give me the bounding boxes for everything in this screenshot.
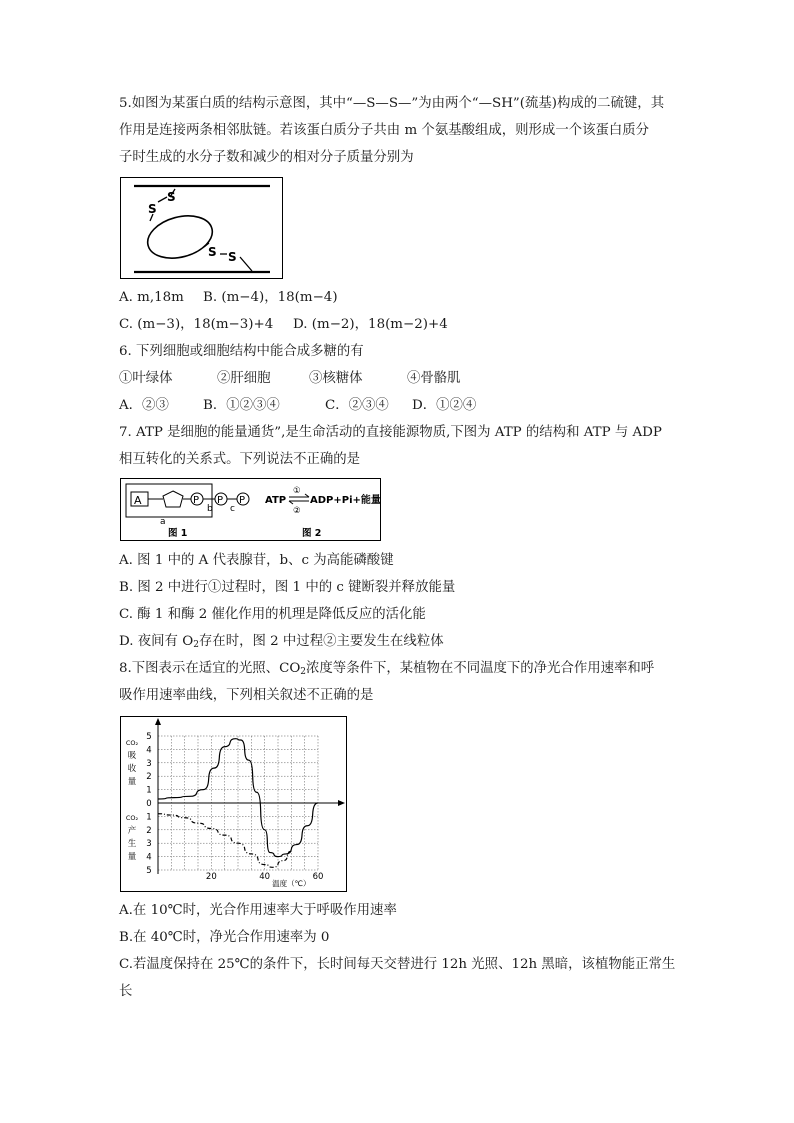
y-tick-label: 5	[146, 866, 152, 876]
q6-stem: 6. 下列细胞或细胞结构中能合成多糖的有	[119, 344, 364, 359]
q7-bracket-a-label: a	[160, 517, 166, 527]
q7-fig1-caption: 图 1	[168, 528, 188, 539]
y-tick-label: 1	[146, 785, 152, 796]
q7-option-c[interactable]: C. 酶 1 和酶 2 催化作用的机理是降低反应的活化能	[119, 607, 426, 622]
q5-sulfur-label: S	[167, 190, 176, 204]
q7-option-d-text: 存在时，图 2 中过程②主要发生在线粒体	[198, 634, 444, 649]
q6-items	[119, 370, 461, 388]
y-tick-label: 4	[146, 745, 152, 756]
q6-option-b[interactable]: B．①②③④	[203, 398, 280, 413]
y-axis-label-top: 收	[127, 764, 137, 774]
q5-stem-line1: 5.如图为某蛋白质的结构示意图，其中“—S—S—”为由两个“—SH”(巯基)构成的二硫键，其	[119, 96, 665, 111]
y-axis-arrow	[155, 718, 161, 725]
q7-bond-b-label: b	[207, 504, 213, 514]
q7-fig2-caption: 图 2	[302, 528, 322, 539]
q8-stem-text: 浓度等条件下，某植物在不同温度下的净光合作用速率和呼	[306, 661, 655, 676]
q7-adenine-label: A	[134, 494, 142, 507]
q5-sulfur-label: S	[228, 250, 237, 264]
q5-stem-line2: 作用是连接两条相邻肽链。若该蛋白质分子共由 m 个氨基酸组成，则形成一个该蛋白质分	[119, 123, 650, 138]
q5-option-b[interactable]: B. (m−4)，18(m−4)	[203, 290, 338, 305]
q7-phosphate-label: P	[239, 495, 246, 506]
q5-stem-line3: 子时生成的水分子数和减少的相对分子质量分别为	[119, 150, 414, 165]
q6-option-d[interactable]: D．①②④	[412, 398, 477, 413]
y-tick-label: 0	[146, 799, 152, 809]
y-axis-label-top: 吸	[127, 751, 137, 761]
y-axis-label-bottom: 量	[127, 852, 137, 862]
x-tick-label: 20	[205, 872, 217, 882]
q7-option-d-text: D. 夜间有 O	[119, 634, 194, 649]
y-tick-label: 1	[146, 812, 152, 823]
q5-options-row2	[119, 316, 448, 334]
q7-products-label: ADP+Pi+能量	[310, 495, 381, 506]
q7-process-2-label: ②	[293, 506, 301, 516]
q6-item-4: ④骨骼肌	[407, 371, 461, 386]
y-axis-label-bottom: CO₂	[125, 814, 139, 822]
q5-option-c[interactable]: C. (m−3)，18(m−3)+4	[119, 317, 274, 332]
x-axis-label: 温度（℃）	[272, 879, 311, 888]
q8-stem-line1	[119, 660, 654, 678]
y-tick-label: 2	[146, 772, 152, 783]
q6-option-a[interactable]: A．②③	[119, 398, 169, 413]
q7-process-1-label: ①	[293, 486, 301, 496]
q7-option-b[interactable]: B. 图 2 中进行①过程时，图 1 中的 c 键断裂并释放能量	[119, 580, 456, 595]
q8-stem-text: 8.下图表示在适宜的光照、CO	[119, 661, 301, 676]
q7-stem-line2: 相互转化的关系式。下列说法不正确的是	[119, 452, 361, 467]
q6-options	[119, 397, 476, 415]
q6-item-3: ③核糖体	[309, 371, 363, 386]
x-axis-arrow	[338, 800, 345, 806]
q8-chart	[120, 716, 348, 892]
q5-option-a[interactable]: A. m,18m	[119, 290, 184, 305]
q6-item-1: ①叶绿体	[119, 371, 173, 386]
q5-protein-figure	[120, 177, 284, 280]
q7-option-a[interactable]: A. 图 1 中的 A 代表腺苷，b、c 为高能磷酸键	[119, 553, 394, 568]
x-tick-label: 40	[259, 872, 271, 882]
q5-sulfur-label: S	[208, 245, 217, 259]
q8-option-a[interactable]: A.在 10℃时，光合作用速率大于呼吸作用速率	[119, 903, 397, 918]
x-tick-label: 60	[312, 872, 324, 882]
q8-stem-line2: 吸作用速率曲线，下列相关叙述不正确的是	[119, 688, 374, 703]
q8-option-b[interactable]: B.在 40℃时，净光合作用速率为 0	[119, 930, 330, 945]
y-tick-label: 2	[146, 825, 152, 836]
y-tick-label: 3	[146, 839, 152, 850]
q8-stem-subscript: 2	[300, 667, 307, 677]
q7-option-d[interactable]	[119, 633, 444, 651]
y-axis-label-top: CO₂	[125, 739, 139, 747]
q7-atp-label: ATP	[265, 495, 287, 506]
q5-options-row1	[119, 289, 338, 307]
y-tick-label: 3	[146, 758, 152, 769]
q7-atp-figure	[120, 478, 382, 542]
q5-option-d[interactable]: D. (m−2)，18(m−2)+4	[293, 317, 448, 332]
q7-phosphate-label: P	[193, 495, 200, 506]
q6-item-2: ②肝细胞	[217, 371, 271, 386]
q7-phosphate-label: P	[217, 495, 224, 506]
q8-option-c-line1[interactable]: C.若温度保持在 25℃的条件下，长时间每天交替进行 12h 光照、12h 黑暗，该植物能正常生	[119, 957, 676, 972]
q7-bond-c-label: c	[230, 504, 235, 514]
q8-option-c-line2[interactable]: 长	[119, 984, 133, 999]
y-axis-label-bottom: 产	[127, 826, 137, 836]
q5-sulfur-label: S	[148, 202, 157, 216]
q7-stem-line1: 7. ATP 是细胞的能量通货”,是生命活动的直接能源物质,下图为 ATP 的结构和 ATP 与 ADP	[119, 425, 662, 440]
q7-option-d-subscript: 2	[193, 640, 199, 650]
y-axis-label-bottom: 生	[127, 839, 137, 849]
y-tick-label: 5	[146, 732, 152, 742]
y-tick-label: 4	[146, 852, 152, 863]
y-axis-label-top: 量	[127, 777, 137, 787]
q6-option-c[interactable]: C．②③④	[325, 398, 389, 413]
